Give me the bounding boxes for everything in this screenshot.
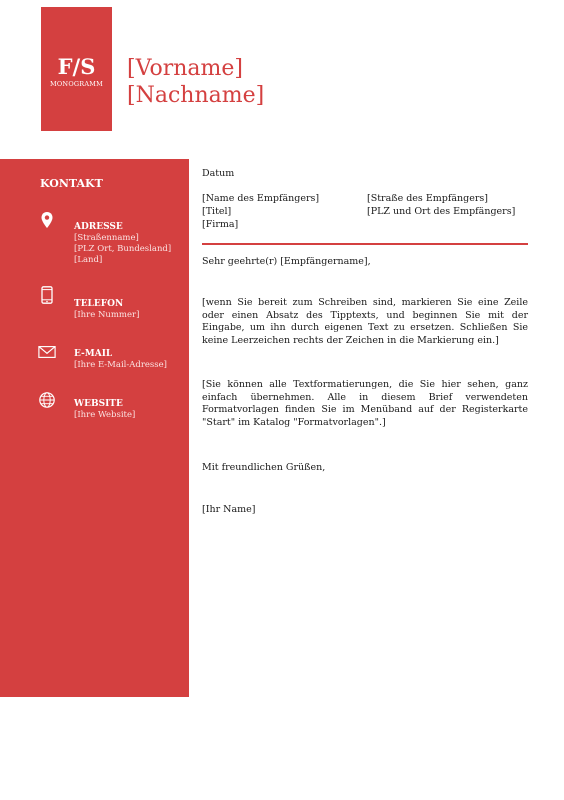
recipient-company[interactable]: [Firma]	[202, 219, 239, 230]
recipient-name[interactable]: [Name des Empfängers]	[202, 193, 320, 204]
monogram-block	[41, 7, 112, 131]
address-city[interactable]: [PLZ Ort, Bundesland]	[74, 244, 172, 254]
address-street[interactable]: [Straßenname]	[74, 233, 139, 243]
recipient-title[interactable]: [Titel]	[202, 206, 232, 217]
website-label: WEBSITE	[74, 399, 123, 409]
address-lines	[74, 233, 171, 266]
phone-label: TELEFON	[74, 299, 124, 309]
salutation[interactable]: Sehr geehrte(r) [Empfängername],	[202, 256, 371, 267]
globe-icon	[38, 391, 56, 409]
first-name[interactable]: [Vorname]	[127, 56, 243, 81]
address-country[interactable]: [Land]	[74, 255, 103, 265]
email-label: E-MAIL	[74, 349, 113, 359]
recipient-street[interactable]: [Straße des Empfängers]	[367, 193, 488, 204]
paragraph-2[interactable]: [Sie können alle Textformatierungen, die Sie hier sehen, ganz einfach übernehmen. Alle in diesem Brief verwendeten Formatvorlagen finden Sie im Menüband auf der Registerkarte "Start" im Katalog "Formatvorlagen".]	[202, 379, 528, 428]
letter-date[interactable]: Datum	[202, 168, 235, 179]
phone-icon	[38, 286, 56, 304]
signature[interactable]: [Ihr Name]	[202, 504, 256, 515]
monogram-caption: MONOGRAMM	[50, 80, 103, 88]
address-label: ADRESSE	[74, 222, 123, 232]
header-divider	[202, 243, 528, 245]
envelope-icon	[38, 343, 56, 361]
recipient-city[interactable]: [PLZ und Ort des Empfängers]	[367, 206, 516, 217]
monogram-letters: F/S	[57, 54, 96, 79]
contact-heading: KONTAKT	[40, 177, 103, 190]
location-pin-icon	[38, 211, 56, 229]
email-value[interactable]: [Ihre E-Mail-Adresse]	[74, 360, 168, 370]
closing[interactable]: Mit freundlichen Grüßen,	[202, 462, 326, 473]
phone-value[interactable]: [Ihre Nummer]	[74, 310, 140, 320]
contact-sidebar	[0, 159, 189, 697]
website-value[interactable]: [Ihre Website]	[74, 410, 136, 420]
last-name[interactable]: [Nachname]	[127, 83, 265, 108]
full-name	[127, 55, 264, 109]
paragraph-1[interactable]: [wenn Sie bereit zum Schreiben sind, markieren Sie eine Zeile oder einen Absatz des Tipptexts, und beginnen Sie mit der Eingabe, um ihn durch eigenen Text zu ersetzen. Schließen Sie keine Leerzeichen rechts der Zeichen in die Markierung ein.]	[202, 297, 528, 346]
